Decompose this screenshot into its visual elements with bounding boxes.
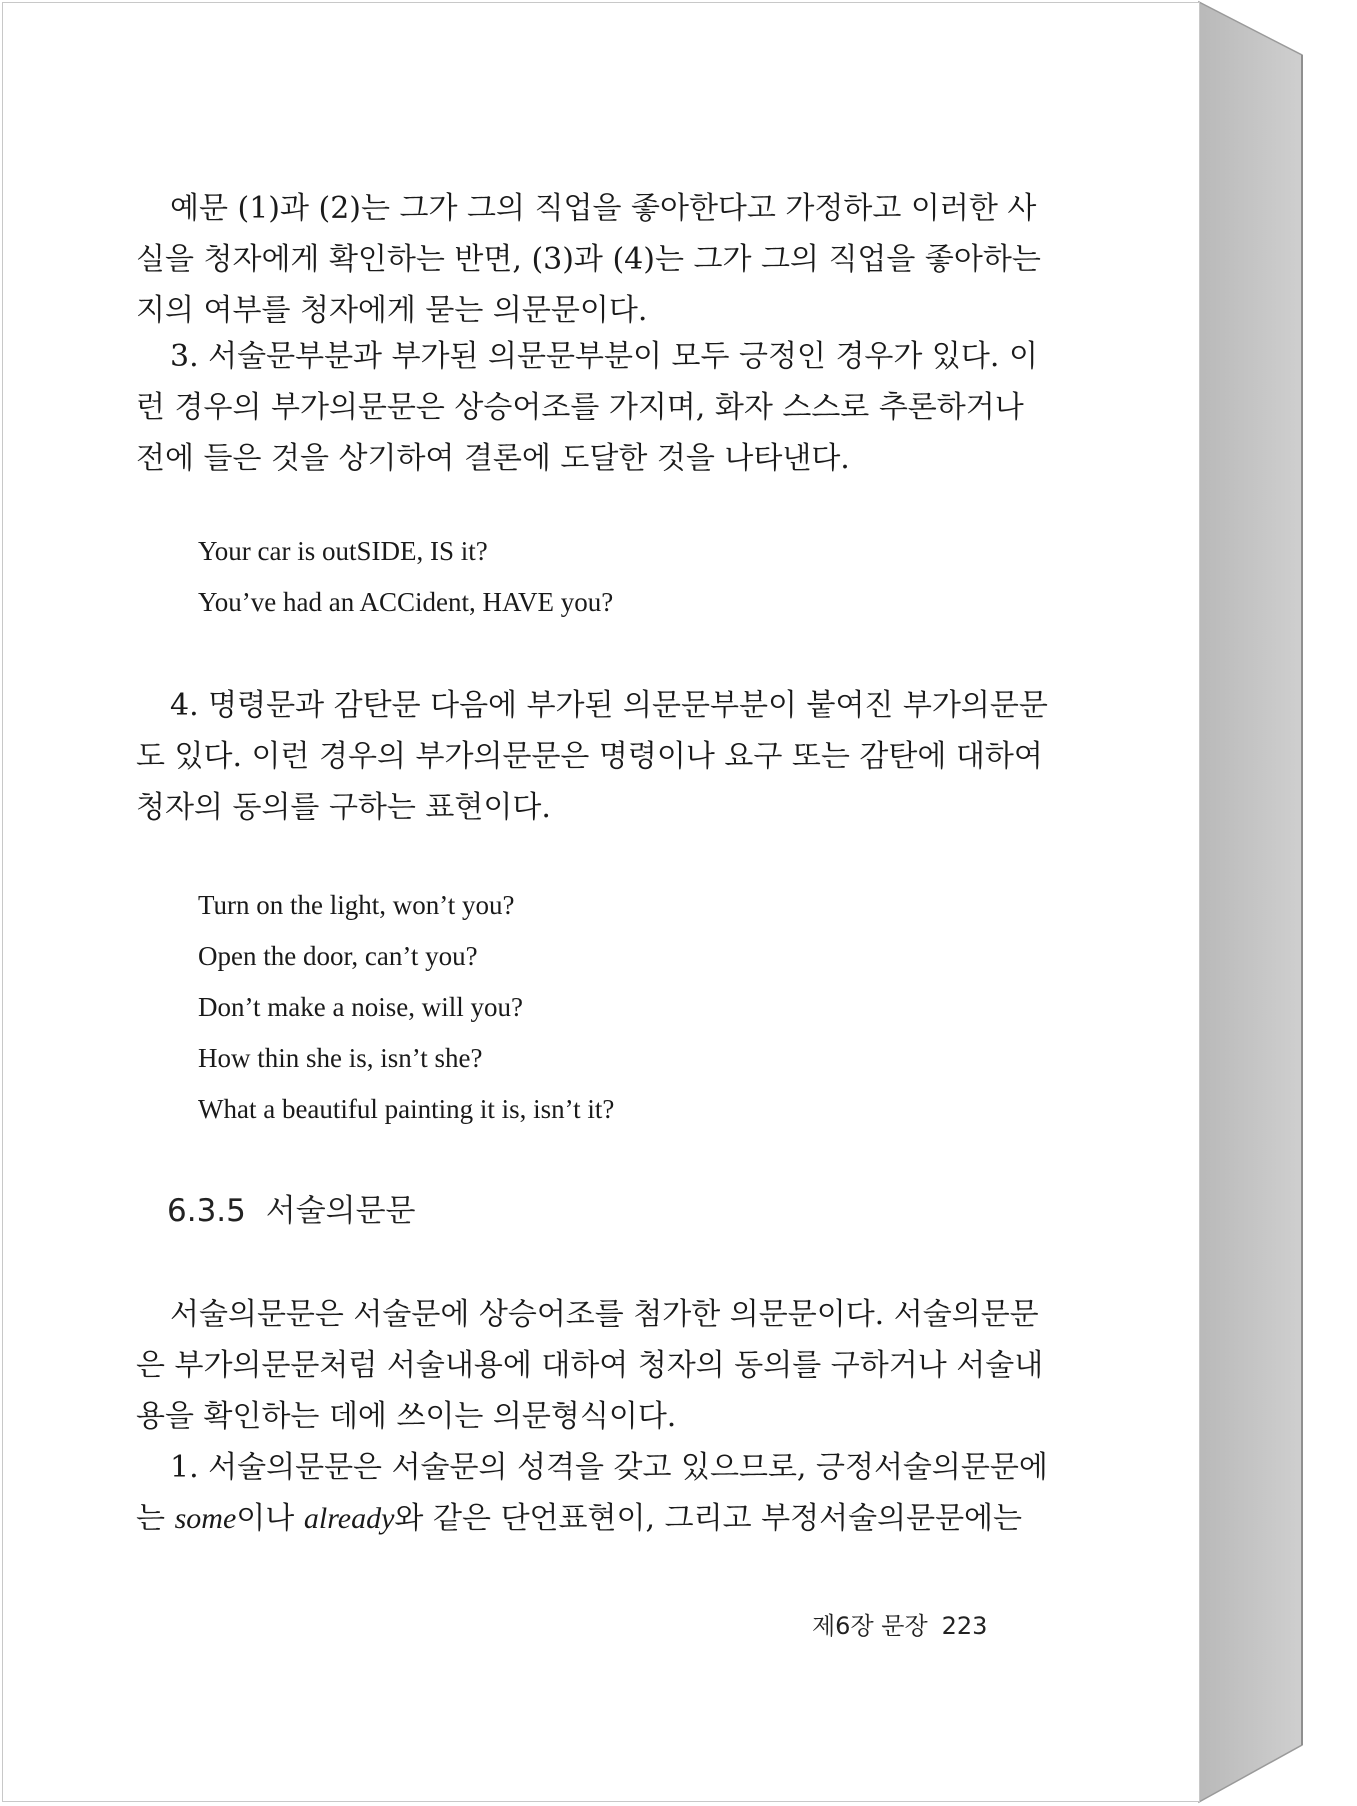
example-sentence: You’ve had an ACCident, HAVE you? <box>198 587 614 617</box>
paragraph-line: 은 부가의문문처럼 서술내용에 대하여 청자의 동의를 구하거나 서술내 <box>136 1348 1044 1383</box>
example-sentence: Open the door, can’t you? <box>198 941 478 971</box>
page-number: 223 <box>941 1612 988 1640</box>
paragraph-line: 런 경우의 부가의문문은 상승어조를 가지며, 화자 스스로 추론하거나 <box>136 390 1024 425</box>
paragraph-line: 3. 서술문부분과 부가된 의문문부분이 모두 긍정인 경우가 있다. 이 <box>170 339 1038 374</box>
example-sentence: Your car is outSIDE, IS it? <box>198 536 488 566</box>
paragraph-5 <box>136 1442 1048 1544</box>
example-sentence: Don’t make a noise, will you? <box>198 992 523 1022</box>
paragraph-4 <box>136 1289 1044 1442</box>
chapter-label: 제6장 문장 <box>812 1612 928 1640</box>
paragraph-line: 1. 서술의문문은 서술문의 성격을 갖고 있으므로, 긍정서술의문문에 <box>170 1450 1048 1485</box>
text-segment: 는 <box>136 1501 175 1536</box>
italic-term: some <box>174 1502 237 1535</box>
example-list-1 <box>198 526 613 628</box>
section-title: 서술의문문 <box>265 1193 416 1229</box>
paragraph-line: 실을 청자에게 확인하는 반면, (3)과 (4)는 그가 그의 직업을 좋아하는 <box>136 242 1041 277</box>
italic-term: already <box>303 1502 395 1535</box>
paragraph-line: 용을 확인하는 데에 쓰이는 의문형식이다. <box>136 1399 677 1434</box>
section-number: 6.3.5 <box>167 1193 246 1229</box>
paragraph-line: 서술의문문은 서술문에 상승어조를 첨가한 의문문이다. 서술의문문 <box>170 1297 1039 1332</box>
text-segment: 와 같은 단언표현이, 그리고 부정서술의문문에는 <box>394 1501 1023 1536</box>
paragraph-1 <box>136 183 1041 336</box>
section-heading <box>167 1185 415 1230</box>
example-sentence: What a beautiful painting it is, isn’t it? <box>198 1094 615 1124</box>
example-sentence: How thin she is, isn’t she? <box>198 1043 483 1073</box>
example-sentence: Turn on the light, won’t you? <box>198 890 515 920</box>
text-segment: 이나 <box>236 1501 304 1536</box>
paragraph-line: 지의 여부를 청자에게 묻는 의문문이다. <box>136 293 648 328</box>
paragraph-2 <box>136 331 1038 484</box>
example-list-2 <box>198 880 614 1135</box>
paragraph-line: 예문 (1)과 (2)는 그가 그의 직업을 좋아한다고 가정하고 이러한 사 <box>170 191 1037 226</box>
paragraph-line: 도 있다. 이런 경우의 부가의문문은 명령이나 요구 또는 감탄에 대하여 <box>136 739 1043 774</box>
paragraph-line: 청자의 동의를 구하는 표현이다. <box>136 790 551 825</box>
page-footer <box>812 1606 987 1641</box>
paragraph-line: 전에 들은 것을 상기하여 결론에 도달한 것을 나타낸다. <box>136 441 850 476</box>
paragraph-3 <box>136 680 1048 833</box>
paragraph-line: 4. 명령문과 감탄문 다음에 부가된 의문문부분이 붙여진 부가의문문 <box>170 688 1048 723</box>
paragraph-line-mixed <box>136 1493 1022 1544</box>
